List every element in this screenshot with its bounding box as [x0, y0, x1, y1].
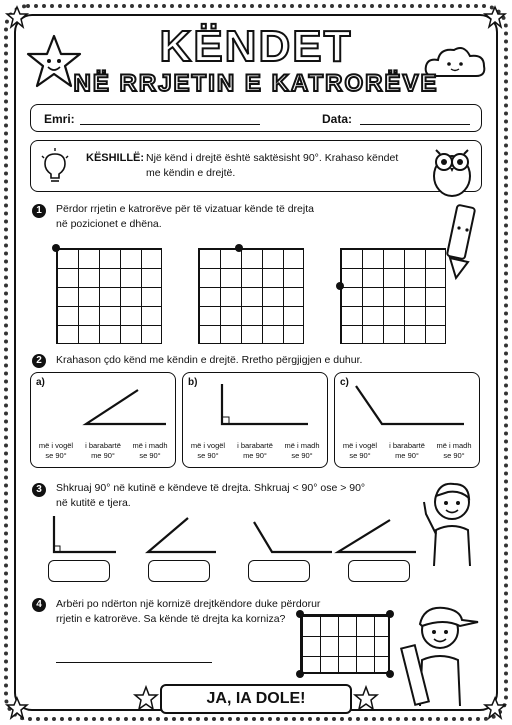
drawing-grid-2[interactable]: [198, 248, 304, 344]
question-number-3: 3: [32, 483, 46, 497]
worksheet-subtitle: NË RRJETIN E KATRORËVE: [73, 70, 439, 97]
option-text: se 90°: [291, 451, 313, 460]
pencil-icon: [444, 200, 480, 280]
option-text: se 90°: [45, 451, 67, 460]
q4-text-line2: rrjetin e katrorëve. Sa kënde të drejta ka korniza?: [56, 613, 286, 625]
q4-text-line1: Arbëri po ndërton një kornizë drejtkëndore duke përdorur: [56, 598, 321, 610]
frame-corner-point: [296, 670, 304, 678]
tip-text-line2: me këndin e drejtë.: [146, 167, 236, 179]
option-smaller[interactable]: [31, 441, 81, 461]
name-label: Emri:: [44, 112, 75, 126]
option-text: më i vogël: [38, 441, 74, 450]
frame-corner-point: [386, 670, 394, 678]
option-text: se 90°: [139, 451, 161, 460]
answer-box[interactable]: [348, 560, 410, 582]
answer-box[interactable]: [148, 560, 210, 582]
q1-text-line2: në pozicionet e dhëna.: [56, 218, 162, 230]
encouragement-banner: JA, IA DOLE!: [160, 684, 352, 714]
option-text: me 90°: [91, 451, 115, 460]
frame-corner-point: [386, 610, 394, 618]
question-number-1: 1: [32, 204, 46, 218]
option-text: më i madh: [132, 441, 168, 450]
option-larger[interactable]: [429, 441, 479, 461]
option-equal[interactable]: [230, 441, 280, 461]
option-text: më i vogël: [342, 441, 378, 450]
q3-text-line2: në kutitë e tjera.: [56, 497, 131, 509]
option-text: me 90°: [395, 451, 419, 460]
frame-grid: [300, 614, 390, 674]
star-icon: [354, 686, 378, 710]
panel-letter-a: a): [36, 377, 45, 388]
date-label: Data:: [322, 112, 353, 126]
answer-line[interactable]: [56, 662, 212, 663]
boy-with-ruler-icon: [400, 598, 484, 708]
star-icon: [134, 686, 158, 710]
frame-corner-point: [296, 610, 304, 618]
q2-text: Krahason çdo kënd me këndin e drejtë. Rretho përgjigjen e duhur.: [56, 354, 363, 366]
option-smaller[interactable]: [183, 441, 233, 461]
acute-angle-figure: [30, 372, 176, 432]
date-field[interactable]: [360, 124, 470, 125]
obtuse-angle-figure: [334, 372, 480, 432]
drawing-grid-3[interactable]: [340, 248, 446, 344]
option-text: i barabartë: [237, 441, 273, 450]
star-icon: [484, 697, 506, 719]
name-date-box: [30, 104, 482, 132]
option-smaller[interactable]: [335, 441, 385, 461]
angle-figures-row: [40, 512, 460, 560]
star-icon: [6, 697, 28, 719]
option-text: se 90°: [349, 451, 371, 460]
grid-point: [336, 282, 344, 290]
option-larger[interactable]: [125, 441, 175, 461]
grid-point: [52, 244, 60, 252]
option-text: me 90°: [243, 451, 267, 460]
grid-point: [235, 244, 243, 252]
right-angle-figure: [182, 372, 328, 432]
option-equal[interactable]: [78, 441, 128, 461]
question-number-4: 4: [32, 598, 46, 612]
owl-icon: [424, 140, 480, 200]
option-text: më i madh: [284, 441, 320, 450]
question-number-2: 2: [32, 354, 46, 368]
option-larger[interactable]: [277, 441, 327, 461]
name-field[interactable]: [80, 124, 260, 125]
q1-text-line1: Përdor rrjetin e katrorëve për të vizatuar kënde të drejta: [56, 203, 314, 215]
tip-box: [30, 140, 482, 192]
option-text: më i vogël: [190, 441, 226, 450]
option-text: se 90°: [443, 451, 465, 460]
option-text: se 90°: [197, 451, 219, 460]
drawing-grid-1[interactable]: [56, 248, 162, 344]
option-text: më i madh: [436, 441, 472, 450]
answer-box[interactable]: [248, 560, 310, 582]
option-text: i barabartë: [389, 441, 425, 450]
tip-label: KËSHILLË:: [86, 152, 145, 164]
answer-box[interactable]: [48, 560, 110, 582]
panel-letter-b: b): [188, 377, 198, 388]
option-text: i barabartë: [85, 441, 121, 450]
tip-text-line1: Një kënd i drejtë është saktësisht 90°. Krahaso këndet: [146, 152, 399, 164]
lightbulb-icon: [40, 148, 70, 186]
panel-letter-c: c): [340, 377, 349, 388]
worksheet-title: KËNDET: [159, 22, 353, 71]
q3-text-line1: Shkruaj 90° në kutinë e këndeve të drejta. Shkruaj < 90° ose > 90°: [56, 482, 366, 494]
option-equal[interactable]: [382, 441, 432, 461]
